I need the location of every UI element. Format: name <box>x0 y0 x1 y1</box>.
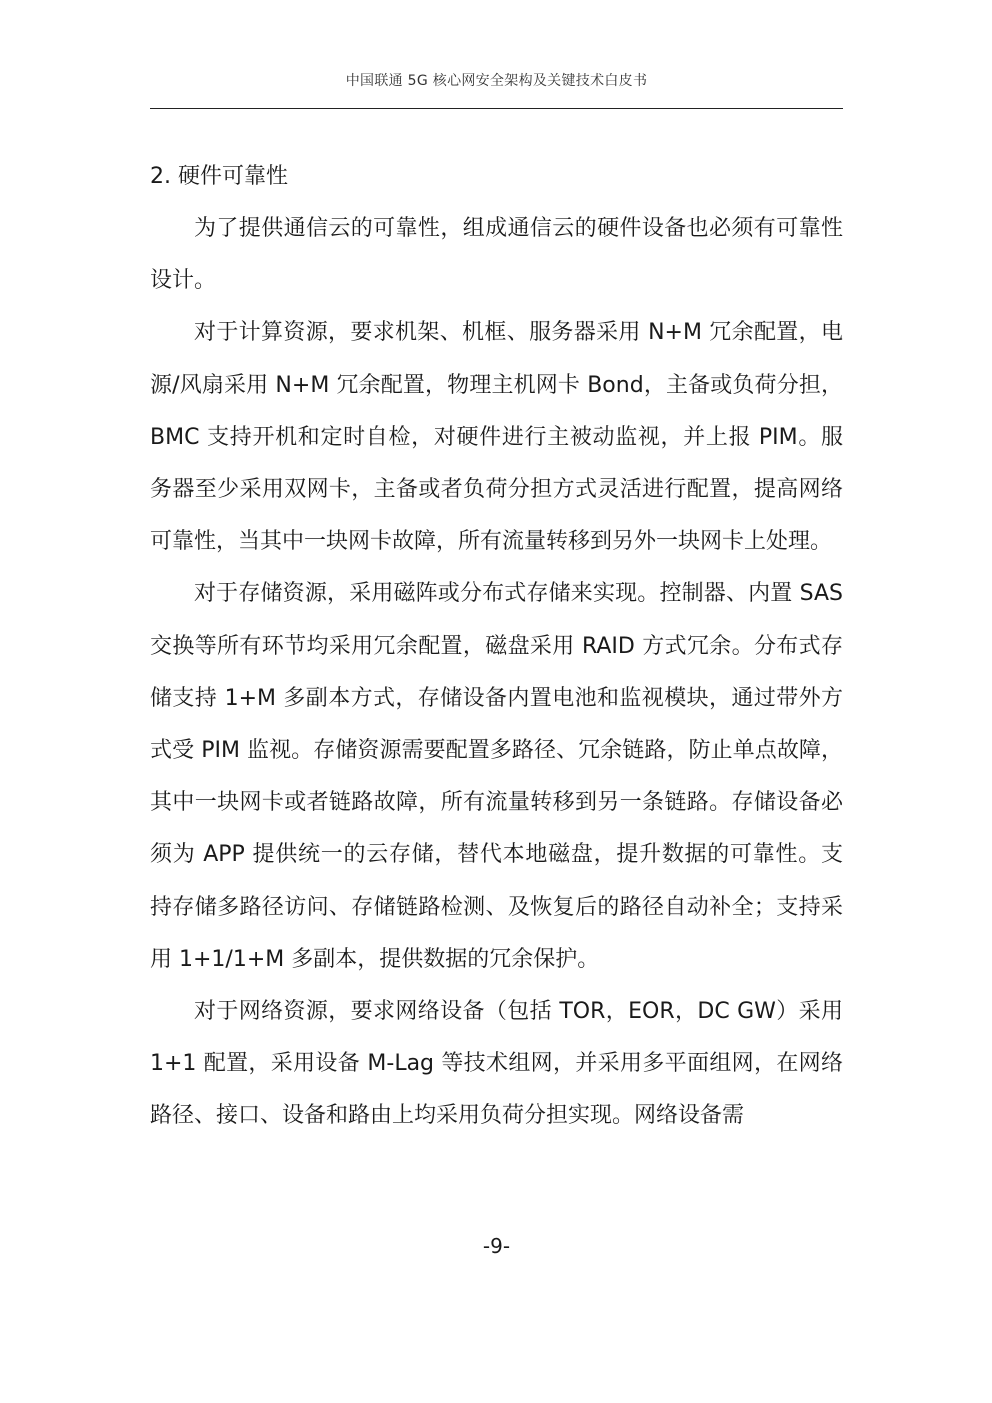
paragraph-intro: 为了提供通信云的可靠性，组成通信云的硬件设备也必须有可靠性设计。 <box>150 216 843 294</box>
page-number: -9- <box>482 1234 511 1258</box>
header-divider <box>150 108 843 109</box>
section-heading: 2. 硬件可靠性 <box>150 164 288 189</box>
paragraph-compute: 对于计算资源，要求机架、机框、服务器采用 N+M 冗余配置，电源/风扇采用 N+M 冗余配置，物理主机网卡 Bond，主备或负荷分担，BMC 支持开机和定时自检，对硬件进行主被动监视，并上报 PIM。服务器至少采用双网卡，主备或者负荷分担方式灵活进行配置，提高网络可靠性，当其中一块网卡故障，所有流量转移到另外一块网卡上处理。 <box>150 320 843 555</box>
page-body <box>150 151 843 1143</box>
running-header: 中国联通 5G 核心网安全架构及关键技术白皮书 <box>345 73 648 89</box>
paragraph-network: 对于网络资源，要求网络设备（包括 TOR，EOR，DC GW）采用 1+1 配置，采用设备 M-Lag 等技术组网，并采用多平面组网，在网络路径、接口、设备和路由上均采用负荷分担实现。网络设备需 <box>150 999 843 1129</box>
paragraph-storage: 对于存储资源，采用磁阵或分布式存储来实现。控制器、内置 SAS 交换等所有环节均采用冗余配置，磁盘采用 RAID 方式冗余。分布式存储支持 1+M 多副本方式，存储设备内置电池和监视模块，通过带外方式受 PIM 监视。存储资源需要配置多路径、冗余链路，防止单点故障，其中一块网卡或者链路故障，所有流量转移到另一条链路。存储设备必须为 APP 提供统一的云存储，替代本地磁盘，提升数据的可靠性。支持存储多路径访问、存储链路检测、及恢复后的路径自动补全；支持采用 1+1/1+M 多副本，提供数据的冗余保护。 <box>150 581 843 972</box>
